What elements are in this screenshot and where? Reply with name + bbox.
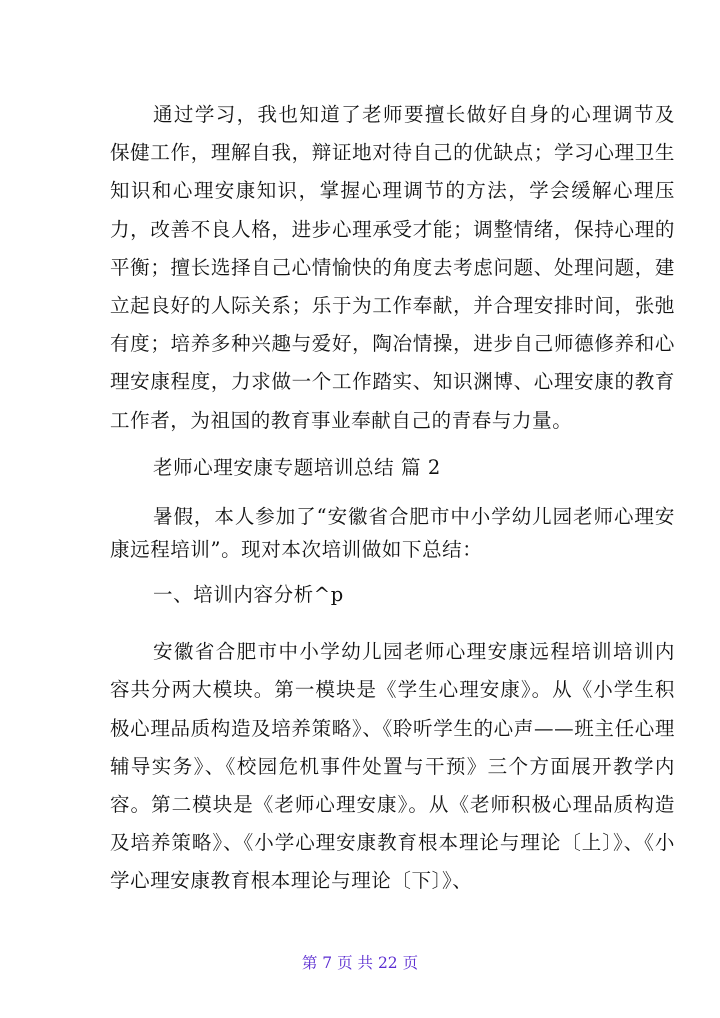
page-number-footer: 第 7 页 共 22 页 [301,954,419,972]
subheading-content-analysis: 一、培训内容分析^p [153,583,344,607]
paragraph-training-modules: 安徽省合肥市中小学幼儿园老师心理安康远程培训培训内容共分两大模块。第一模块是《学生心理安康》。从《小学生积极心理品质构造及培养策略》、《聆听学生的心声——班主任心理辅导实务》、《校园危机事件处置与干预》三个方面展开教学内容。第二模块是《老师心理安康》。从《老师积极心理品质构造及培养策略》、《小学心理安康教育根本理论与理论〔上〕》、《小学心理安康教育根本理论与理论〔下〕》、 [110,640,675,893]
paragraph-summer-training: 暑假，本人参加了“安徽省合肥市中小学幼儿园老师心理安康远程培训”。现对本次培训做如下总结： [110,505,675,562]
paragraph-study-reflection: 通过学习，我也知道了老师要擅长做好自身的心理调节及保健工作，理解自我，辩证地对待自己的优缺点；学习心理卫生知识和心理安康知识，掌握心理调节的方法，学会缓解心理压力，改善不良人格，进步心理承受才能；调整情绪，保持心理的平衡；擅长选择自己心情愉快的角度去考虑问题、处理问题，建立起良好的人际关系；乐于为工作奉献，并合理安排时间，张弛有度；培养多种兴趣与爱好，陶冶情操，进步自己师德修养和心理安康程度，力求做一个工作踏实、知识渊博、心理安康的教育工作者，为祖国的教育事业奉献自己的青春与力量。 [110,103,675,432]
section-title: 老师心理安康专题培训总结 篇 2 [153,455,441,479]
document-body [110,96,675,901]
